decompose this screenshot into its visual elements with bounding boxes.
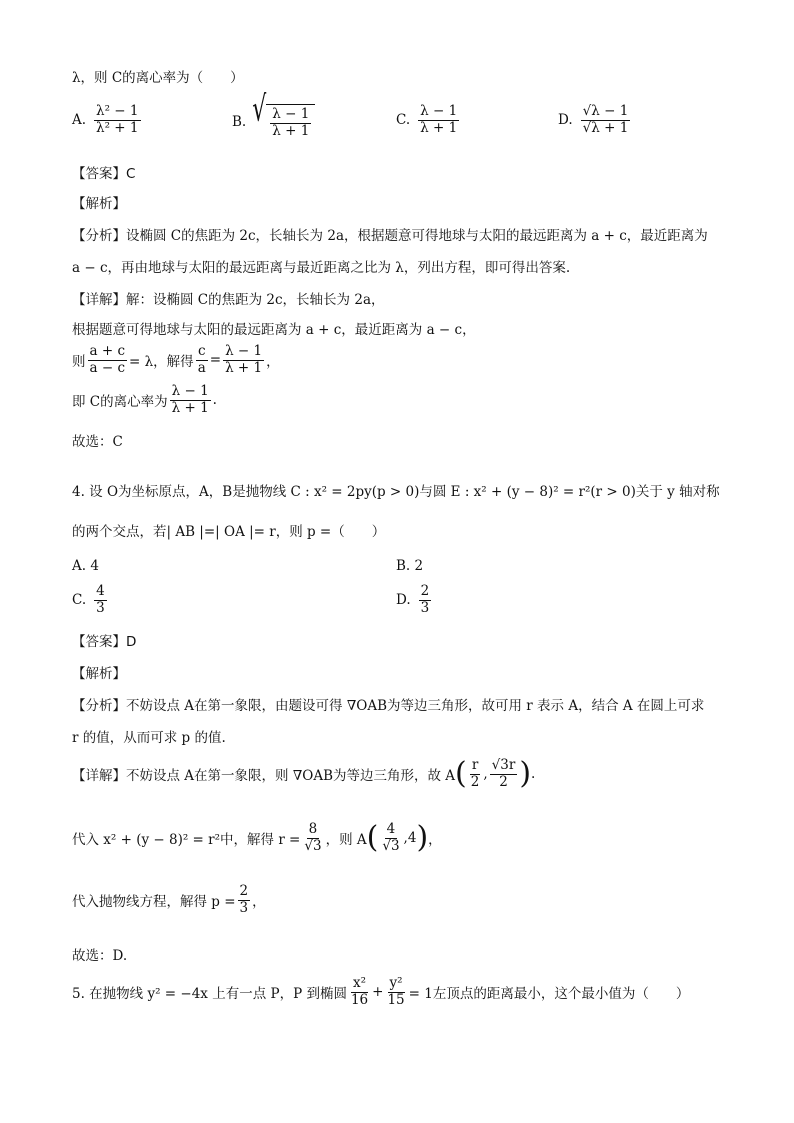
q3-detail-line4: 即 C的离心率为 $\frac{\lambda - 1}{\lambda + 1}$ . <box>72 383 217 416</box>
q3-detail-line1: 【详解】解：设椭圆 C的焦距为 2c，长轴长为 2a， <box>72 292 385 308</box>
q3-option-c-label: C. <box>396 112 411 129</box>
q4-select: 故选：D. <box>72 948 128 964</box>
q3-detail-line2: 根据题意可得地球与太阳的最远距离为 a + c，最近距离为 a − c， <box>72 322 476 338</box>
q4-stem-line2: 的两个交点，若| AB |=| OA |= r，则 p =（ ） <box>72 524 386 540</box>
q3-option-b-sqrt: √ $\frac{\lambda - 1}{\lambda + 1}$ <box>252 104 315 139</box>
q4-detail-line3: 代入抛物线方程，解得 p = $\frac{2}{3}$ ， <box>72 883 266 916</box>
q3-jiexi-heading: 【解析】 <box>72 196 126 212</box>
q3-stem-tail: λ，则 C的离心率为（ ） <box>72 70 244 86</box>
q3-option-a-fraction: $\frac{\text{λ² − 1}}{\text{λ² + 1}}$ <box>96 103 139 136</box>
q4-detail-line1: 【详解】不妨设点 A在第一象限，则 ∇OAB为等边三角形，故 A ( $\frac{r}{2}$ , $\frac{√3r}{2}$ ) . <box>72 756 536 792</box>
q3-detail-line3: 则 $\frac{a + c}{a - c}$ = λ，解得 $\frac{c}{a}$ = $\frac{\lambda - 1}{\lambda + 1}$ ， <box>72 343 280 376</box>
q4-answer: 【答案】D <box>72 634 137 650</box>
q3-option-d-label: D. <box>558 112 573 129</box>
q4-jiexi-heading: 【解析】 <box>72 666 126 682</box>
q3-option-c <box>396 104 461 136</box>
q3-option-a <box>72 104 143 136</box>
q4-analysis-line1: 【分析】不妨设点 A在第一象限，由题设可得 ∇OAB为等边三角形，故可用 r 表示 A，结合 A 在圆上可求 <box>72 698 705 714</box>
q4-analysis-line2: r 的值，从而可求 p 的值. <box>72 730 226 746</box>
q4-stem-line1: 4. 设 O为坐标原点，A，B是抛物线 C : x² = 2py(p > 0)与圆 E : x² + (y − 8)² = r²(r > 0)关于 y 轴对称 <box>72 484 720 500</box>
q5-stem: 5. 在抛物线 y² = −4x 上有一点 P，P 到椭圆 $\frac{\text{x²}}{16}$ + $\frac{\text{y²}}{15}$ = 1左顶点的距离最小，这个最小值为（ ） <box>72 975 690 1008</box>
q4-option-b: B. 2 <box>396 558 424 574</box>
q3-analysis-line1: 【分析】设椭圆 C的焦距为 2c，长轴长为 2a，根据题意可得地球与太阳的最远距离为 a + c，最近距离为 <box>72 228 708 244</box>
q3-option-d-fraction: $\frac{√\lambda - 1}{√\lambda + 1}$ <box>582 103 629 136</box>
q4-option-a: A. 4 <box>72 558 99 574</box>
q4-detail-line2: 代入 x² + (y − 8)² = r²中，解得 r = $\frac{8}{√3}$ ，则 A ( $\frac{4}{√3}$ , 4 ) ， <box>72 820 442 856</box>
q3-select: 故选：C <box>72 434 123 450</box>
q3-option-b <box>232 90 315 139</box>
q4-option-c: C. $\frac{4}{3}$ <box>72 583 105 616</box>
q3-option-c-fraction: $\frac{\lambda - 1}{\lambda + 1}$ <box>420 103 458 136</box>
q3-analysis-line2: a − c，再由地球与太阳的最远距离与最近距离之比为 λ，列出方程，即可得出答案. <box>72 260 571 276</box>
q3-option-d <box>558 104 632 136</box>
q3-answer: 【答案】C <box>72 166 136 182</box>
q4-option-d: D. $\frac{2}{3}$ <box>396 583 430 616</box>
q3-option-b-label: B. <box>232 113 247 130</box>
q3-option-a-label: A. <box>72 112 87 129</box>
